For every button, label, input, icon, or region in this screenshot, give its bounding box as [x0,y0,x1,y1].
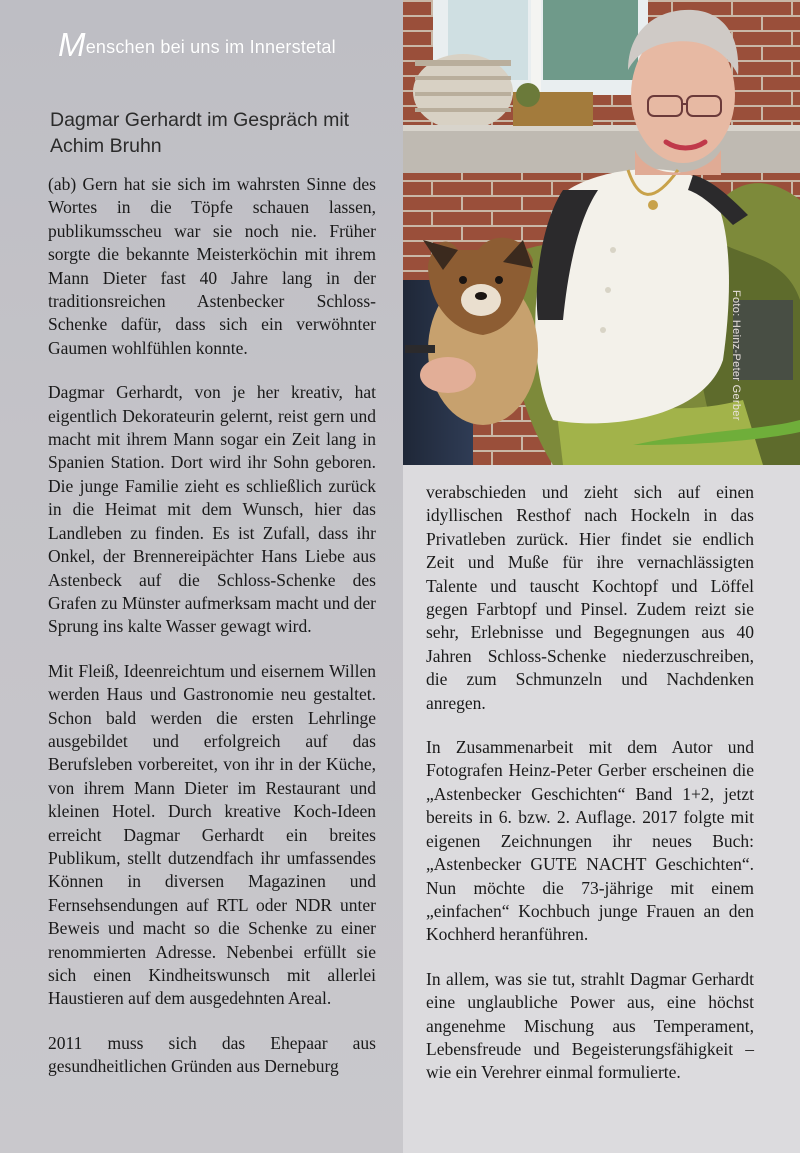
photo-credit: Foto: Heinz-Peter Gerber [730,290,742,421]
paragraph: In Zusammenarbeit mit dem Autor und Fotografen Heinz-Peter Gerber erscheinen die „Astenbecker Geschichten“ Band 1+2, jetzt bereits in 6. bzw. 2. Auflage. 2017 folgte mit eigenen Zeichnungen ihr neues Buch: „Astenbecker GUTE NACHT Geschichten“. Nun möchte die 73-jährige mit einem „einfachen“ Kochbuch junge Frauen an den Kochherd heranführen. [426,737,754,945]
article-column-left [48,173,376,1100]
kicker-text: enschen bei uns im Innerstetal [85,37,336,57]
article-column-right [426,481,754,1106]
kicker-initial: M [58,26,86,63]
paragraph: verabschieden und zieht sich auf einen idyllischen Resthof nach Hockeln in das Privatleben zurück. Hier findet sie endlich Zeit und Muße für ihre vernachlässigten Talente und tauscht Kochtopf und Löffel gegen Farbtopf und Pinsel. Zudem reizt sie sehr, Erlebnisse und Begegnungen aus 40 Jahren Schloss-Schenke niederzuschreiben, die zum Schmunzeln und Nachdenken anregen. [426,482,754,713]
paragraph: (ab) Gern hat sie sich im wahrsten Sinne des Wortes in die Töpfe schauen lassen, publikumsscheu war sie noch nie. Früher sorgte die bekannte Meisterköchin mit ihrem Mann Dieter fast 40 Jahre lang in der traditionsreichen Astenbecker Schloss-Schenke dafür, dass sich ein verwöhnter Gaumen wohlfühlen konnte. [48,174,376,358]
article-subtitle: Dagmar Gerhardt im Gespräch mit Achim Bruhn [50,109,350,157]
section-kicker [58,26,336,64]
paragraph: Dagmar Gerhardt, von je her kreativ, hat eigentlich Dekorateurin gelernt, reist gern und macht mit ihrem Mann sogar ein Zeit lang in Spanien Station. Dort wird ihr Sohn geboren. Die junge Familie zieht es schließlich zurück in die Heimat mit dem Wunsch, hier das Landleben zu finden. Es ist Zufall, dass ihr Onkel, der Brennereipächter Hans Liebe aus Astenbeck auf die Schloss-Schenke des Grafen zu Münster aufmerksam macht und der Sprung ins kalte Wasser gewagt wird. [48,382,376,637]
paragraph: In allem, was sie tut, strahlt Dagmar Gerhardt eine unglaubliche Power aus, eine höchst angenehme Mischung aus Temperament, Lebensfreude und Begeisterungsfähigkeit – wie ein Verehrer einmal formulierte. [426,968,754,1083]
paragraph: Mit Fleiß, Ideenreichtum und eisernem Willen werden Haus und Gastronomie neu gestaltet. Schon bald werden die ersten Lehrlinge ausgebildet und erfolgreich auf das Berufsleben vorbereitet, von ihr in der Küche, von ihrem Mann Dieter im Restaurant und kleinen Hotel. Durch kreative Koch-Ideen erreicht Dagmar Gerhardt ein breites Publikum, stellt dutzendfach ihr umfassendes Können in diversen Magazinen und Fernsehsendungen auf RTL oder NDR unter Beweis und macht so die Schenke zu einer renommierten Adresse. Nebenbei erfüllt sie sich einen Kindheitswunsch mit allerlei Haustieren auf dem ausgedehnten Areal. [48,660,376,1009]
paragraph: 2011 muss sich das Ehepaar aus gesundheitlichen Gründen aus Derneburg [48,1032,376,1077]
window-sill [403,125,800,173]
